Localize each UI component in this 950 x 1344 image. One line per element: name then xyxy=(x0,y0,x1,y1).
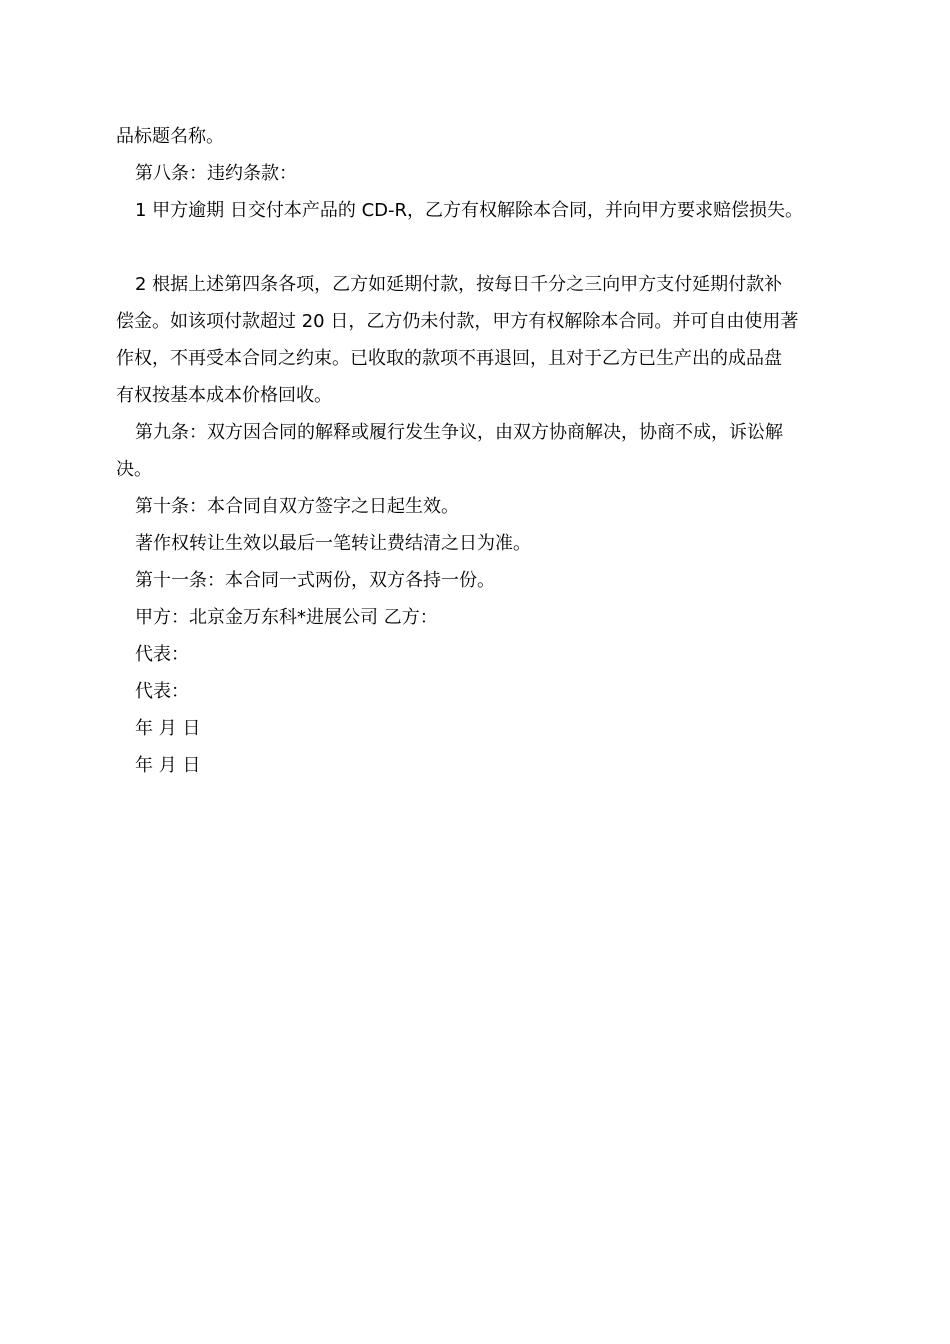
party-b-representative: 代表： xyxy=(135,681,189,702)
paragraph-continuation: 品标题名称。 xyxy=(116,126,224,147)
copyright-transfer-effective: 著作权转让生效以最后一笔转让费结清之日为准。 xyxy=(135,533,531,554)
article-8-clause-1: 1 甲方逾期 日交付本产品的 CD-R，乙方有权解除本合同，并向甲方要求赔偿损失。 xyxy=(135,200,804,221)
article-8-clause-2-line-4: 有权按基本成本价格回收。 xyxy=(116,385,332,406)
article-11: 第十一条：本合同一式两份，双方各持一份。 xyxy=(135,570,495,591)
article-9-line-2: 决。 xyxy=(116,459,152,480)
article-10: 第十条：本合同自双方签字之日起生效。 xyxy=(135,496,459,517)
party-a-representative: 代表： xyxy=(135,644,189,665)
contract-body xyxy=(116,118,846,784)
article-8-clause-2-line-1: 2 根据上述第四条各项，乙方如延期付款，按每日千分之三向甲方支付延期付款补 xyxy=(135,274,783,295)
article-9-line-1: 第九条：双方因合同的解释或履行发生争议，由双方协商解决，协商不成，诉讼解 xyxy=(135,422,783,443)
party-b-date: 年 月 日 xyxy=(135,755,201,776)
blank-line xyxy=(116,229,846,266)
parties-line: 甲方：北京金万东科*进展公司 乙方： xyxy=(135,607,438,628)
party-a-date: 年 月 日 xyxy=(135,718,201,739)
article-8-heading: 第八条：违约条款： xyxy=(135,163,297,184)
article-8-clause-2-line-3: 作权，不再受本合同之约束。已收取的款项不再退回，且对于乙方已生产出的成品盘 xyxy=(116,348,782,369)
article-8-clause-2-line-2: 偿金。如该项付款超过 20 日，乙方仍未付款，甲方有权解除本合同。并可自由使用著 xyxy=(116,311,799,332)
